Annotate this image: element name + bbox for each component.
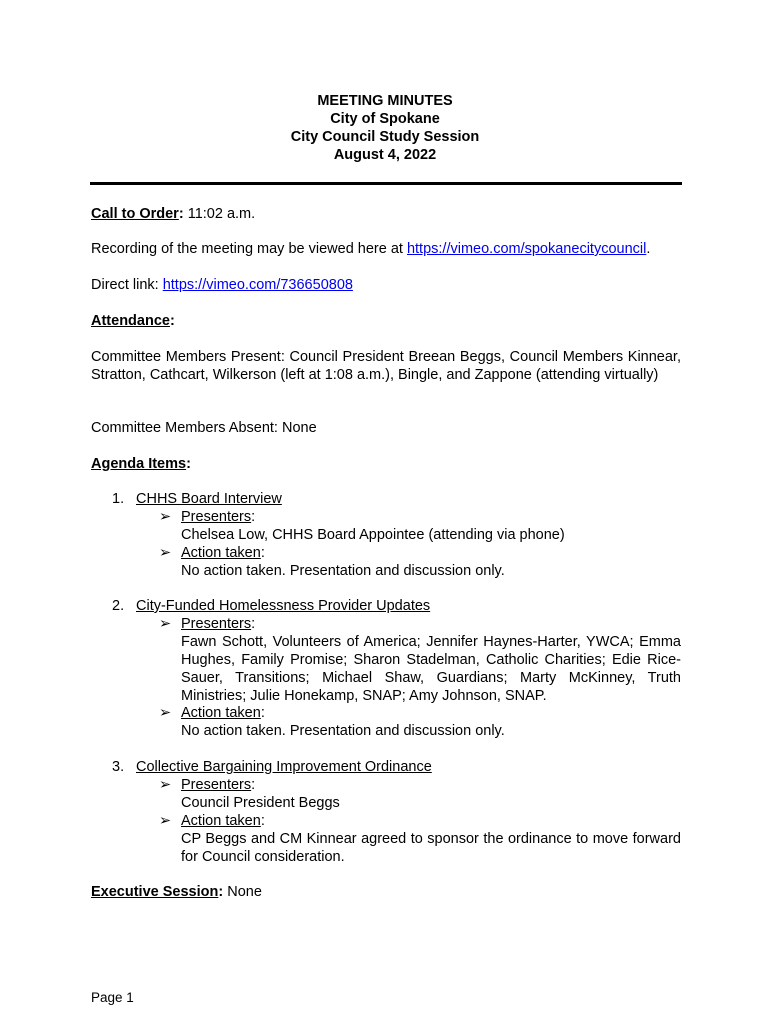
direct-link-line: Direct link: https://vimeo.com/736650808: [91, 277, 353, 293]
members-present: Committee Members Present: Council President Breean Beggs, Council Members Kinnear, Stratton, Cathcart, Wilkerson (left at 1:08 a.m.), Bingle, and Zappone (attending virtually): [91, 349, 681, 383]
call-to-order: Call to Order: 11:02 a.m.: [91, 206, 256, 222]
presenters-label: ➢ Presenters:: [159, 509, 256, 525]
agenda-item-1: 1. CHHS Board Interview: [112, 491, 282, 507]
agenda-item-title: CHHS Board Interview: [136, 491, 282, 507]
header-divider: [90, 182, 682, 185]
arrow-bullet-icon: ➢: [159, 509, 172, 525]
arrow-bullet-icon: ➢: [159, 616, 172, 632]
page-number: Page 1: [91, 990, 134, 1005]
call-to-order-label: Call to Order: [91, 206, 179, 222]
arrow-bullet-icon: ➢: [159, 705, 172, 721]
arrow-bullet-icon: ➢: [159, 545, 172, 561]
attendance-heading: Attendance:: [91, 313, 175, 329]
action-taken-text: CP Beggs and CM Kinnear agreed to sponsor the ordinance to move forward for Council consideration.: [181, 831, 681, 865]
agenda-item-title: City-Funded Homelessness Provider Updates: [136, 598, 431, 614]
arrow-bullet-icon: ➢: [159, 777, 172, 793]
agenda-heading: Agenda Items:: [91, 456, 191, 472]
header-city: City of Spokane: [330, 111, 440, 127]
action-taken-label: ➢ Action taken:: [159, 705, 265, 721]
agenda-item-3: 3. Collective Bargaining Improvement Ordinance: [112, 759, 432, 775]
members-absent: Committee Members Absent: None: [91, 420, 317, 436]
presenters-text: Fawn Schott, Volunteers of America; Jennifer Haynes-Harter, YWCA; Emma Hughes, Family Promise; Sharon Stadelman, Catholic Charities; Edie Rice-Sauer, Transitions; Michael Shaw, Guardians; Marty McKinney, Truth Ministries; Julie Honekamp, SNAP; Amy Johnson, SNAP.: [181, 634, 681, 704]
header-date: August 4, 2022: [333, 147, 437, 163]
executive-session: Executive Session: None: [91, 884, 262, 900]
recording-link[interactable]: https://vimeo.com/spokanecitycouncil: [406, 241, 647, 257]
direct-link[interactable]: https://vimeo.com/736650808: [162, 277, 353, 293]
presenters-text: Chelsea Low, CHHS Board Appointee (attending via phone): [181, 527, 565, 543]
minutes-header: [0, 92, 770, 164]
action-taken-label: ➢ Action taken:: [159, 813, 265, 829]
presenters-text: Council President Beggs: [181, 795, 340, 811]
action-taken-text: No action taken. Presentation and discussion only.: [181, 723, 505, 739]
call-to-order-time: 11:02 a.m.: [183, 206, 256, 222]
header-session: City Council Study Session: [290, 129, 480, 145]
presenters-label: ➢ Presenters:: [159, 777, 256, 793]
action-taken-label: ➢ Action taken:: [159, 545, 265, 561]
header-title: MEETING MINUTES: [317, 93, 453, 109]
presenters-label: ➢ Presenters:: [159, 616, 256, 632]
action-taken-text: No action taken. Presentation and discussion only.: [181, 563, 505, 579]
agenda-item-2: 2. City-Funded Homelessness Provider Updates: [112, 598, 431, 614]
recording-line: Recording of the meeting may be viewed here at https://vimeo.com/spokanecitycouncil.: [91, 241, 651, 257]
agenda-item-title: Collective Bargaining Improvement Ordinance: [136, 759, 432, 775]
arrow-bullet-icon: ➢: [159, 813, 172, 829]
